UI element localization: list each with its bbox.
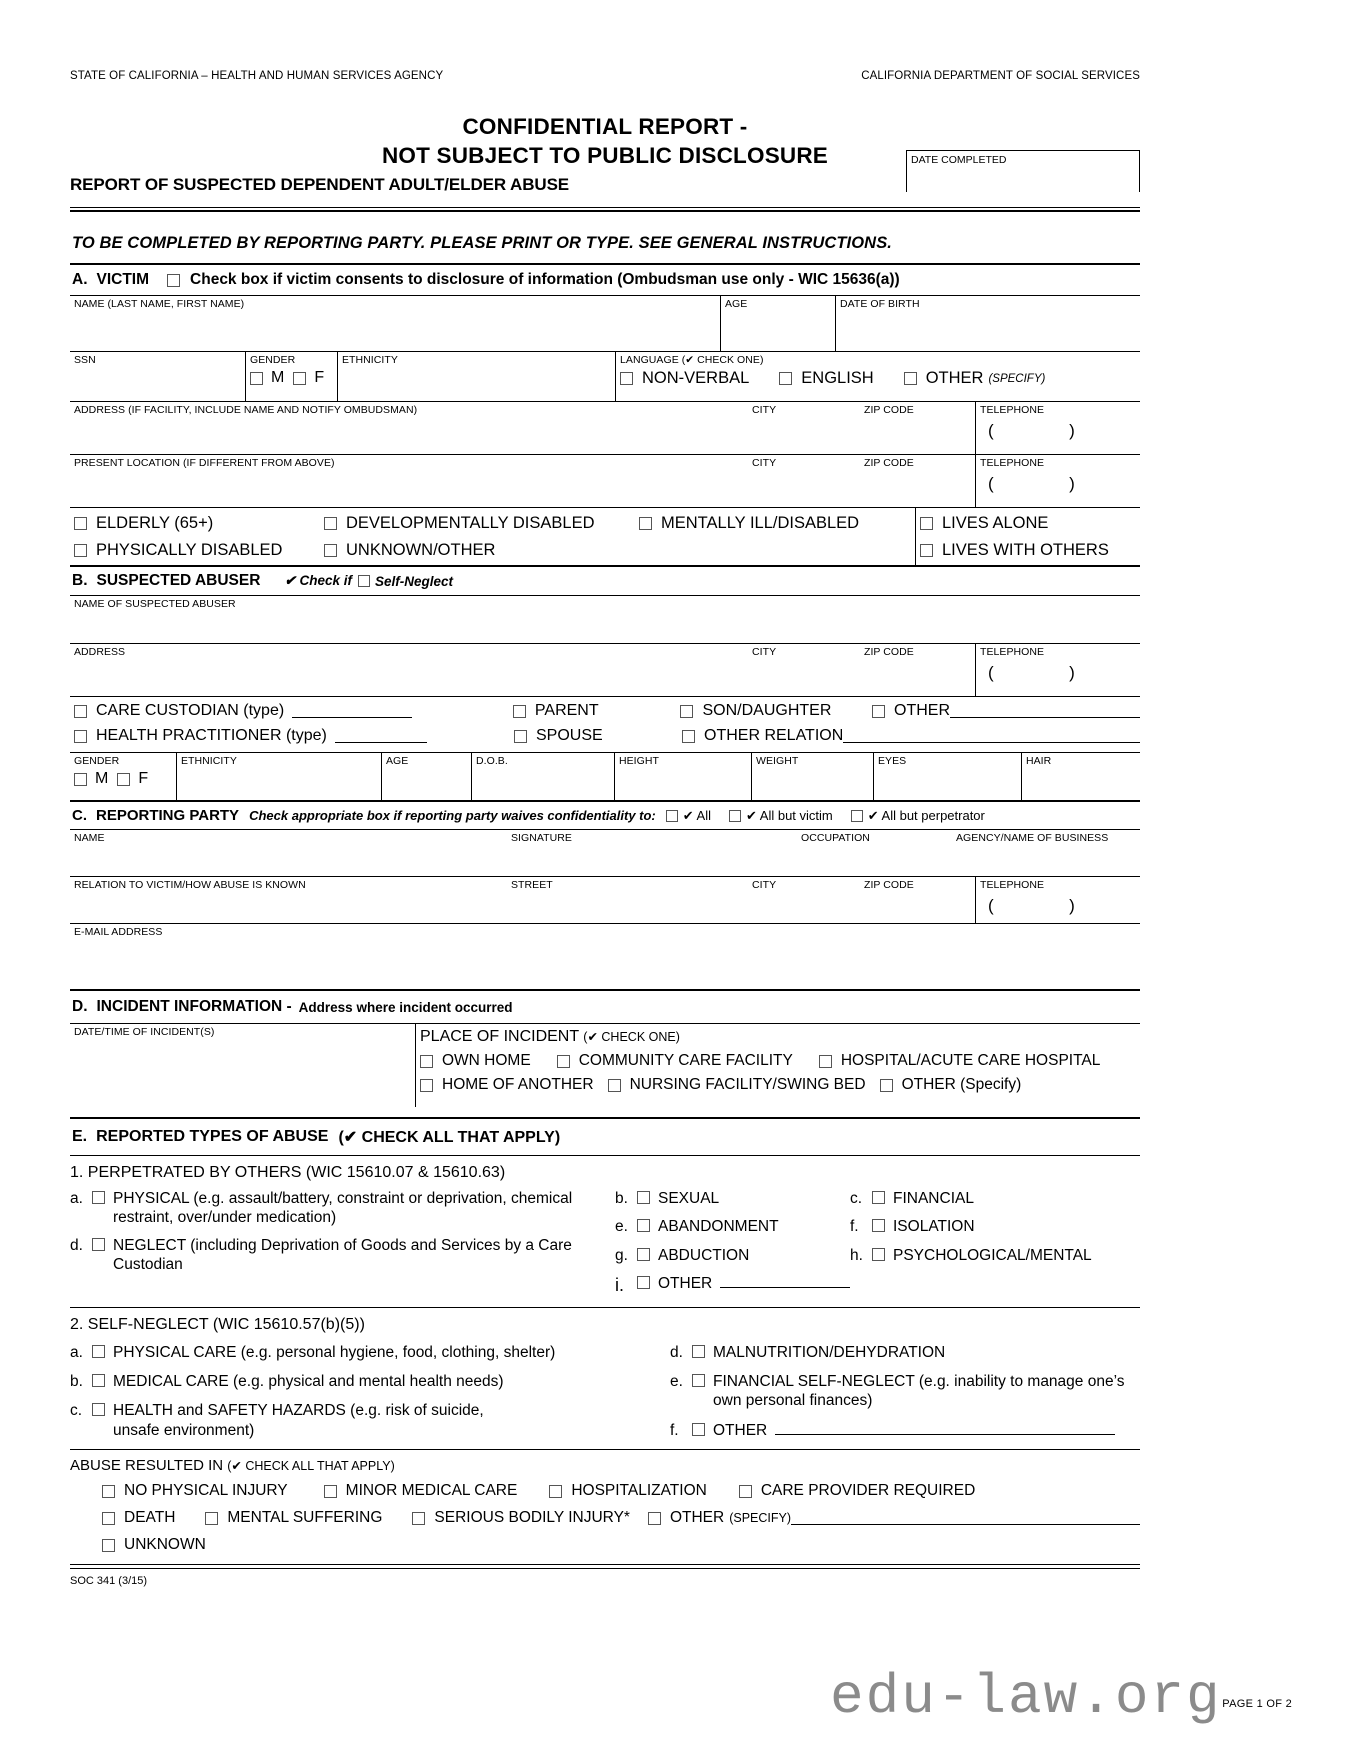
abuser-dob-field[interactable] bbox=[471, 753, 614, 800]
victim-telephone-field[interactable] bbox=[975, 402, 1140, 454]
status-mentally-ill-checkbox[interactable] bbox=[639, 517, 652, 530]
sub1-right-column bbox=[850, 1189, 1140, 1297]
relation-parent-label: PARENT bbox=[534, 702, 599, 719]
present-zip-label: ZIP CODE bbox=[864, 457, 914, 469]
sub2-title: 2. SELF-NEGLECT (WIC 15610.57(b)(5)) bbox=[70, 1315, 365, 1333]
self-neglect-label: Self-Neglect bbox=[375, 573, 454, 589]
reporting-name-field[interactable] bbox=[70, 830, 507, 876]
place-community-care-label: COMMUNITY CARE FACILITY bbox=[578, 1052, 793, 1069]
place-home-of-another-checkbox[interactable] bbox=[420, 1079, 433, 1092]
status-lives-alone-checkbox[interactable] bbox=[920, 517, 933, 530]
abuser-zip-field[interactable] bbox=[860, 644, 975, 696]
victim-name-row bbox=[70, 295, 1140, 351]
incident-datetime-field[interactable] bbox=[70, 1024, 415, 1107]
abuser-ethnicity-field[interactable] bbox=[176, 753, 381, 800]
abuser-name-field[interactable] bbox=[70, 596, 1140, 643]
header-divider bbox=[70, 207, 1140, 213]
result-serious-bodily-injury-checkbox[interactable] bbox=[412, 1512, 425, 1525]
abuse-resulted-note: (✔ CHECK ALL THAT APPLY) bbox=[227, 1459, 395, 1474]
reporting-telephone-label: TELEPHONE bbox=[980, 879, 1045, 891]
relation-care-custodian-label: CARE CUSTODIAN (type) bbox=[96, 702, 285, 719]
relation-other-relation-input[interactable] bbox=[843, 729, 1140, 743]
section-e-note: (✔ CHECK ALL THAT APPLY) bbox=[338, 1129, 561, 1146]
reporting-name-label: NAME bbox=[74, 832, 105, 844]
sub2-c-index: c. bbox=[70, 1402, 83, 1420]
waiver-all-but-victim-label: ✔ All but victim bbox=[746, 807, 833, 823]
result-other-specify-note: (SPECIFY) bbox=[729, 1511, 791, 1526]
place-nursing-facility-label: NURSING FACILITY/SWING BED bbox=[629, 1076, 866, 1093]
selfneglect-financial-checkbox[interactable] bbox=[692, 1374, 705, 1387]
abuser-height-field[interactable] bbox=[614, 753, 751, 800]
abuser-gender-field[interactable] bbox=[70, 753, 176, 800]
language-non-verbal-label: NON-VERBAL bbox=[642, 369, 750, 387]
selfneglect-physical-care-checkbox[interactable] bbox=[92, 1345, 105, 1358]
present-city-field[interactable] bbox=[748, 455, 860, 507]
reporting-email-row bbox=[70, 923, 1140, 975]
reporting-party-name-row bbox=[70, 829, 1140, 876]
abuser-telephone-field[interactable] bbox=[975, 644, 1140, 696]
reporting-agency-label: AGENCY/NAME OF BUSINESS bbox=[956, 832, 1109, 844]
agency-header bbox=[70, 0, 1140, 82]
self-neglect-checkbox[interactable] bbox=[358, 575, 370, 587]
reporting-occupation-field[interactable] bbox=[797, 830, 952, 876]
place-of-incident-group bbox=[415, 1024, 1140, 1107]
abuser-relation-group bbox=[70, 697, 1140, 752]
reporting-relation-row bbox=[70, 876, 1140, 923]
abuser-weight-label: WEIGHT bbox=[756, 755, 799, 767]
abuser-hair-label: HAIR bbox=[1026, 755, 1052, 767]
result-unknown-checkbox[interactable] bbox=[102, 1539, 115, 1552]
status-elderly-label: ELDERLY (65+) bbox=[96, 514, 214, 532]
page-number-label: PAGE 1 OF 2 bbox=[1222, 1698, 1292, 1710]
waiver-all-checkbox[interactable] bbox=[666, 810, 678, 822]
status-mentally-ill-label: MENTALLY ILL/DISABLED bbox=[661, 514, 860, 532]
agency-left-label: STATE OF CALIFORNIA – HEALTH AND HUMAN SERVICES AGENCY bbox=[70, 70, 444, 82]
reporting-relation-field[interactable] bbox=[70, 877, 507, 923]
relation-health-practitioner-checkbox[interactable] bbox=[74, 730, 87, 743]
waiver-all-but-victim-checkbox[interactable] bbox=[729, 810, 741, 822]
relation-care-custodian-type-input[interactable] bbox=[292, 704, 412, 718]
abuser-gender-m-label: M bbox=[95, 770, 109, 787]
language-other-label: OTHER bbox=[925, 369, 984, 387]
abuser-age-field[interactable] bbox=[381, 753, 471, 800]
section-b-check-if-label: ✔ Check if bbox=[284, 573, 353, 588]
victim-gender-field[interactable] bbox=[245, 352, 337, 401]
sub1-g-index: g. bbox=[615, 1246, 628, 1264]
selfneglect-health-safety-checkbox[interactable] bbox=[92, 1403, 105, 1416]
result-death-label: DEATH bbox=[124, 1509, 176, 1527]
status-elderly-checkbox[interactable] bbox=[74, 517, 87, 530]
reporting-agency-field[interactable] bbox=[952, 830, 1140, 876]
relation-other-input[interactable] bbox=[950, 704, 1140, 718]
place-of-incident-label: PLACE OF INCIDENT bbox=[420, 1028, 579, 1045]
victim-present-location-row bbox=[70, 454, 1140, 507]
abuser-name-row bbox=[70, 595, 1140, 643]
victim-city-label: CITY bbox=[752, 404, 777, 416]
document-subtitle: REPORT OF SUSPECTED DEPENDENT ADULT/ELDER ABUSE bbox=[70, 174, 570, 194]
section-a-header bbox=[70, 265, 1140, 295]
relation-parent-checkbox[interactable] bbox=[513, 705, 526, 718]
abuser-weight-field[interactable] bbox=[751, 753, 873, 800]
status-lives-alone-label: LIVES ALONE bbox=[942, 514, 1049, 532]
selfneglect-malnutrition-checkbox[interactable] bbox=[692, 1345, 705, 1358]
sub2-left-column bbox=[70, 1343, 670, 1441]
section-b-letter: B. bbox=[72, 572, 88, 589]
status-unknown-other-label: UNKNOWN/OTHER bbox=[346, 541, 496, 559]
sub1-i-index: i. bbox=[615, 1275, 624, 1296]
reporting-city-label: CITY bbox=[752, 879, 777, 891]
result-minor-medical-care-label: MINOR MEDICAL CARE bbox=[345, 1482, 518, 1500]
victim-language-field[interactable] bbox=[615, 352, 1140, 401]
section-e-title: REPORTED TYPES OF ABUSE bbox=[96, 1128, 329, 1145]
abuse-physical-label: PHYSICAL (e.g. assault/battery, constraint or deprivation, chemical restraint, over/under medication) bbox=[113, 1190, 573, 1227]
language-other-checkbox[interactable] bbox=[904, 372, 917, 385]
present-zip-field[interactable] bbox=[860, 455, 975, 507]
selfneglect-medical-care-checkbox[interactable] bbox=[92, 1374, 105, 1387]
form-code-label: SOC 341 (3/15) bbox=[70, 1575, 148, 1588]
date-completed-field[interactable] bbox=[906, 150, 1140, 192]
status-lives-with-others-label: LIVES WITH OTHERS bbox=[942, 541, 1109, 559]
place-own-home-label: OWN HOME bbox=[442, 1052, 531, 1069]
victim-ethnicity-field[interactable] bbox=[337, 352, 615, 401]
victim-language-label: LANGUAGE (✔ CHECK ONE) bbox=[620, 354, 764, 366]
section-e-sub2 bbox=[70, 1307, 1140, 1441]
selfneglect-other-label: OTHER bbox=[713, 1421, 768, 1439]
result-care-provider-required-label: CARE PROVIDER REQUIRED bbox=[760, 1482, 976, 1500]
waiver-all-but-perpetrator-checkbox[interactable] bbox=[851, 810, 863, 822]
abuser-description-row bbox=[70, 752, 1140, 800]
abuse-abandonment-checkbox[interactable] bbox=[637, 1219, 650, 1232]
place-hospital-label: HOSPITAL/ACUTE CARE HOSPITAL bbox=[840, 1052, 1101, 1069]
waiver-all-but-perpetrator-label: ✔ All but perpetrator bbox=[867, 807, 985, 823]
result-serious-bodily-injury-label: SERIOUS BODILY INJURY* bbox=[434, 1509, 630, 1527]
reporting-occupation-label: OCCUPATION bbox=[801, 832, 870, 844]
footer-divider bbox=[70, 1564, 1140, 1569]
victim-ssn-row bbox=[70, 351, 1140, 401]
victim-zip-label: ZIP CODE bbox=[864, 404, 914, 416]
waiver-all-label: ✔ All bbox=[682, 807, 711, 823]
abuse-resulted-title: ABUSE RESULTED IN bbox=[70, 1457, 224, 1475]
relation-spouse-checkbox[interactable] bbox=[514, 730, 527, 743]
abuse-sexual-label: SEXUAL bbox=[658, 1190, 720, 1207]
abuser-age-label: AGE bbox=[386, 755, 409, 767]
result-mental-suffering-checkbox[interactable] bbox=[205, 1512, 218, 1525]
relation-health-practitioner-type-input[interactable] bbox=[335, 729, 427, 743]
selfneglect-other-checkbox[interactable] bbox=[692, 1423, 705, 1436]
sub1-c-index: c. bbox=[850, 1190, 863, 1207]
relation-health-practitioner-label: HEALTH PRACTITIONER (type) bbox=[96, 727, 327, 744]
reporting-zip-field[interactable] bbox=[860, 877, 975, 923]
abuse-physical-checkbox[interactable] bbox=[92, 1191, 105, 1204]
result-mental-suffering-label: MENTAL SUFFERING bbox=[227, 1509, 383, 1527]
abuser-address-label: ADDRESS bbox=[74, 646, 126, 658]
present-telephone-label: TELEPHONE bbox=[980, 457, 1045, 469]
victim-address-field[interactable] bbox=[70, 402, 748, 454]
victim-gender-label: GENDER bbox=[250, 354, 296, 366]
abuse-financial-checkbox[interactable] bbox=[872, 1191, 885, 1204]
title-block bbox=[70, 112, 1140, 195]
result-death-checkbox[interactable] bbox=[102, 1512, 115, 1525]
present-city-label: CITY bbox=[752, 457, 777, 469]
status-dev-disabled-label: DEVELOPMENTALLY DISABLED bbox=[346, 514, 595, 532]
victim-telephone-label: TELEPHONE bbox=[980, 404, 1045, 416]
abuse-neglect-checkbox[interactable] bbox=[92, 1238, 105, 1251]
victim-consent-checkbox[interactable] bbox=[167, 274, 180, 287]
victim-address-label: ADDRESS (IF FACILITY, INCLUDE NAME AND NOTIFY OMBUDSMAN) bbox=[74, 404, 418, 416]
abuser-gender-m-checkbox[interactable] bbox=[74, 773, 87, 786]
abuser-name-label: NAME OF SUSPECTED ABUSER bbox=[74, 598, 236, 610]
sub1-title: 1. PERPETRATED BY OTHERS (WIC 15610.07 & 15610.63) bbox=[70, 1164, 506, 1181]
status-lives-with-others-checkbox[interactable] bbox=[920, 544, 933, 557]
reporting-telephone-field[interactable] bbox=[975, 877, 1140, 923]
victim-telephone-parens: ( ) bbox=[988, 421, 1097, 440]
abuse-isolation-checkbox[interactable] bbox=[872, 1219, 885, 1232]
sub2-f-index: f. bbox=[670, 1421, 679, 1439]
relation-other-label: OTHER bbox=[894, 702, 950, 719]
sub1-left-column bbox=[70, 1189, 615, 1297]
victim-consent-label: Check box if victim consents to disclosure of information (Ombudsman use only - WIC 15636(a)) bbox=[190, 271, 900, 288]
sub1-d-index: d. bbox=[70, 1236, 83, 1254]
abuser-city-label: CITY bbox=[752, 646, 777, 658]
abuser-telephone-label: TELEPHONE bbox=[980, 646, 1045, 658]
victim-present-location-label: PRESENT LOCATION (IF DIFFERENT FROM ABOVE) bbox=[74, 457, 335, 469]
sub2-b-index: b. bbox=[70, 1373, 83, 1390]
victim-gender-f-checkbox[interactable] bbox=[293, 372, 306, 385]
result-other-checkbox[interactable] bbox=[648, 1512, 661, 1525]
abuser-gender-f-label: F bbox=[138, 770, 149, 787]
form-page bbox=[70, 0, 1140, 1587]
victim-dob-label: DATE OF BIRTH bbox=[840, 298, 920, 310]
abuse-sexual-checkbox[interactable] bbox=[637, 1191, 650, 1204]
sub2-right-column bbox=[670, 1343, 1140, 1441]
sub2-a-index: a. bbox=[70, 1343, 83, 1361]
abuse-psychological-label: PSYCHOLOGICAL/MENTAL bbox=[893, 1246, 1092, 1264]
abuser-hair-field[interactable] bbox=[1021, 753, 1140, 800]
result-other-input[interactable] bbox=[791, 1511, 1140, 1525]
incident-info-row bbox=[70, 1023, 1140, 1107]
sub1-b-index: b. bbox=[615, 1190, 628, 1207]
relation-other-checkbox[interactable] bbox=[872, 705, 885, 718]
section-e-letter: E. bbox=[72, 1128, 88, 1145]
abuse-other-input[interactable] bbox=[720, 1274, 850, 1288]
result-hospitalization-checkbox[interactable] bbox=[549, 1485, 562, 1498]
status-physically-disabled-label: PHYSICALLY DISABLED bbox=[96, 541, 283, 559]
victim-gender-f-label: F bbox=[314, 369, 325, 386]
selfneglect-health-safety-label: HEALTH and SAFETY HAZARDS (e.g. risk of suicide, unsafe environment) bbox=[113, 1402, 484, 1439]
victim-dob-field[interactable] bbox=[835, 296, 1140, 351]
victim-age-label: AGE bbox=[725, 298, 748, 310]
place-community-care-checkbox[interactable] bbox=[557, 1055, 570, 1068]
present-telephone-field[interactable] bbox=[975, 455, 1140, 507]
abuser-gender-f-checkbox[interactable] bbox=[117, 773, 130, 786]
abuse-abduction-checkbox[interactable] bbox=[637, 1248, 650, 1261]
abuser-address-row bbox=[70, 643, 1140, 696]
abuser-gender-label: GENDER bbox=[74, 755, 120, 767]
selfneglect-other-input[interactable] bbox=[775, 1421, 1115, 1435]
relation-other-relation-label: OTHER RELATION bbox=[704, 727, 844, 744]
reporting-email-field[interactable] bbox=[70, 924, 1140, 975]
language-english-checkbox[interactable] bbox=[779, 372, 792, 385]
abuser-relation-rows bbox=[70, 696, 1140, 752]
abuse-other-checkbox[interactable] bbox=[637, 1276, 650, 1289]
section-b-title: SUSPECTED ABUSER bbox=[96, 572, 261, 589]
reporting-relation-label: RELATION TO VICTIM/HOW ABUSE IS KNOWN bbox=[74, 879, 306, 891]
victim-zip-field[interactable] bbox=[860, 402, 975, 454]
result-no-physical-injury-checkbox[interactable] bbox=[102, 1485, 115, 1498]
place-own-home-checkbox[interactable] bbox=[420, 1055, 433, 1068]
sub1-h-index: h. bbox=[850, 1246, 863, 1264]
result-hospitalization-label: HOSPITALIZATION bbox=[571, 1482, 707, 1500]
abuser-height-label: HEIGHT bbox=[619, 755, 659, 767]
place-home-of-another-label: HOME OF ANOTHER bbox=[442, 1076, 594, 1093]
sub1-mid-column bbox=[615, 1189, 850, 1297]
sub2-e-index: e. bbox=[670, 1373, 683, 1390]
abuser-city-field[interactable] bbox=[748, 644, 860, 696]
place-hospital-checkbox[interactable] bbox=[819, 1055, 832, 1068]
victim-ssn-field[interactable] bbox=[70, 352, 245, 401]
victim-status-row bbox=[70, 507, 1140, 565]
sub1-a-index: a. bbox=[70, 1190, 83, 1207]
victim-present-location-field[interactable] bbox=[70, 455, 748, 507]
result-other-label: OTHER bbox=[669, 1509, 725, 1527]
result-no-physical-injury-label: NO PHYSICAL INJURY bbox=[124, 1482, 288, 1500]
reporting-signature-label: SIGNATURE bbox=[511, 832, 572, 844]
victim-gender-m-label: M bbox=[271, 369, 285, 386]
victim-name-label: NAME (LAST NAME, FIRST NAME) bbox=[74, 298, 245, 310]
status-dev-disabled-checkbox[interactable] bbox=[324, 517, 337, 530]
abuser-address-field[interactable] bbox=[70, 644, 748, 696]
reporting-email-label: E-MAIL ADDRESS bbox=[74, 926, 163, 938]
reporting-city-field[interactable] bbox=[748, 877, 860, 923]
reporting-telephone-parens: ( ) bbox=[988, 896, 1097, 915]
document-title-line1: CONFIDENTIAL REPORT - bbox=[462, 114, 748, 139]
victim-name-field[interactable] bbox=[70, 296, 720, 351]
present-telephone-parens: ( ) bbox=[988, 474, 1097, 493]
sub1-f-index: f. bbox=[850, 1218, 859, 1236]
section-a-letter: A. bbox=[72, 271, 88, 288]
selfneglect-financial-label: FINANCIAL SELF-NEGLECT (e.g. inability to manage one’s own personal finances) bbox=[713, 1373, 1125, 1410]
victim-ssn-label: SSN bbox=[74, 354, 96, 366]
section-b-header bbox=[70, 567, 1140, 595]
watermark-text: edu-law.org bbox=[830, 1665, 1222, 1729]
place-other-checkbox[interactable] bbox=[880, 1079, 893, 1092]
victim-address-row bbox=[70, 401, 1140, 454]
relation-son-daughter-checkbox[interactable] bbox=[680, 705, 693, 718]
abuser-ethnicity-label: ETHNICITY bbox=[181, 755, 237, 767]
section-d-subtitle: Address where incident occurred bbox=[298, 999, 513, 1015]
abuse-abduction-label: ABDUCTION bbox=[658, 1246, 750, 1264]
section-c-title: REPORTING PARTY bbox=[96, 807, 240, 824]
relation-spouse-label: SPOUSE bbox=[536, 727, 603, 744]
abuse-isolation-label: ISOLATION bbox=[893, 1218, 975, 1236]
reporting-street-label: STREET bbox=[511, 879, 553, 891]
abuse-other-label: OTHER bbox=[658, 1275, 713, 1293]
selfneglect-physical-care-label: PHYSICAL CARE (e.g. personal hygiene, food, clothing, shelter) bbox=[113, 1343, 556, 1361]
abuser-telephone-parens: ( ) bbox=[988, 663, 1097, 682]
abuser-zip-label: ZIP CODE bbox=[864, 646, 914, 658]
incident-datetime-label: DATE/TIME OF INCIDENT(S) bbox=[74, 1026, 215, 1038]
result-care-provider-required-checkbox[interactable] bbox=[739, 1485, 752, 1498]
section-d-letter: D. bbox=[72, 998, 88, 1015]
result-unknown-label: UNKNOWN bbox=[124, 1536, 206, 1554]
abuse-abandonment-label: ABANDONMENT bbox=[658, 1218, 779, 1236]
section-e-header bbox=[70, 1119, 1140, 1155]
result-minor-medical-care-checkbox[interactable] bbox=[324, 1485, 337, 1498]
victim-city-field[interactable] bbox=[748, 402, 860, 454]
victim-ethnicity-label: ETHNICITY bbox=[342, 354, 398, 366]
section-e-sub1 bbox=[70, 1155, 1140, 1297]
section-d-header bbox=[70, 991, 1140, 1023]
sub1-e-index: e. bbox=[615, 1218, 628, 1236]
section-c-waiver-text: Check appropriate box if reporting party waives confidentiality to: bbox=[249, 808, 656, 823]
status-physically-disabled-checkbox[interactable] bbox=[74, 544, 87, 557]
section-a-title: VICTIM bbox=[96, 271, 150, 288]
language-other-specify-note: (SPECIFY) bbox=[988, 372, 1046, 385]
abuser-dob-label: D.O.B. bbox=[476, 755, 508, 767]
status-unknown-other-checkbox[interactable] bbox=[324, 544, 337, 557]
section-c-header bbox=[70, 802, 1140, 829]
section-c-letter: C. bbox=[72, 807, 87, 824]
instructions-text: TO BE COMPLETED BY REPORTING PARTY. PLEASE PRINT OR TYPE. SEE GENERAL INSTRUCTIONS. bbox=[72, 234, 892, 252]
sub2-d-index: d. bbox=[670, 1343, 683, 1361]
abuse-financial-label: FINANCIAL bbox=[893, 1190, 974, 1207]
reporting-signature-field[interactable] bbox=[507, 830, 797, 876]
language-english-label: ENGLISH bbox=[801, 369, 874, 387]
victim-age-field[interactable] bbox=[720, 296, 835, 351]
relation-care-custodian-checkbox[interactable] bbox=[74, 705, 87, 718]
abuse-psychological-checkbox[interactable] bbox=[872, 1248, 885, 1261]
abuse-resulted-section bbox=[70, 1449, 1140, 1554]
document-title-line2: NOT SUBJECT TO PUBLIC DISCLOSURE bbox=[381, 143, 829, 169]
reporting-street-field[interactable] bbox=[507, 877, 748, 923]
abuse-neglect-label: NEGLECT (including Deprivation of Goods and Services by a Care Custodian bbox=[113, 1236, 572, 1274]
victim-status-left-group bbox=[70, 508, 915, 565]
place-nursing-facility-checkbox[interactable] bbox=[608, 1079, 621, 1092]
relation-other-relation-checkbox[interactable] bbox=[682, 730, 695, 743]
place-of-incident-note: (✔ CHECK ONE) bbox=[583, 1030, 680, 1044]
selfneglect-malnutrition-label: MALNUTRITION/DEHYDRATION bbox=[713, 1343, 946, 1361]
date-completed-label: DATE COMPLETED bbox=[911, 154, 1007, 166]
victim-gender-m-checkbox[interactable] bbox=[250, 372, 263, 385]
abuser-eyes-label: EYES bbox=[878, 755, 907, 767]
agency-right-label: CALIFORNIA DEPARTMENT OF SOCIAL SERVICES bbox=[861, 70, 1140, 82]
relation-son-daughter-label: SON/DAUGHTER bbox=[702, 702, 832, 719]
selfneglect-medical-care-label: MEDICAL CARE (e.g. physical and mental health needs) bbox=[113, 1373, 504, 1390]
reporting-zip-label: ZIP CODE bbox=[864, 879, 914, 891]
language-non-verbal-checkbox[interactable] bbox=[620, 372, 633, 385]
abuser-eyes-field[interactable] bbox=[873, 753, 1021, 800]
place-other-label: OTHER (Specify) bbox=[901, 1076, 1022, 1093]
victim-living-group bbox=[915, 508, 1140, 565]
section-d-title: INCIDENT INFORMATION - bbox=[96, 998, 292, 1015]
